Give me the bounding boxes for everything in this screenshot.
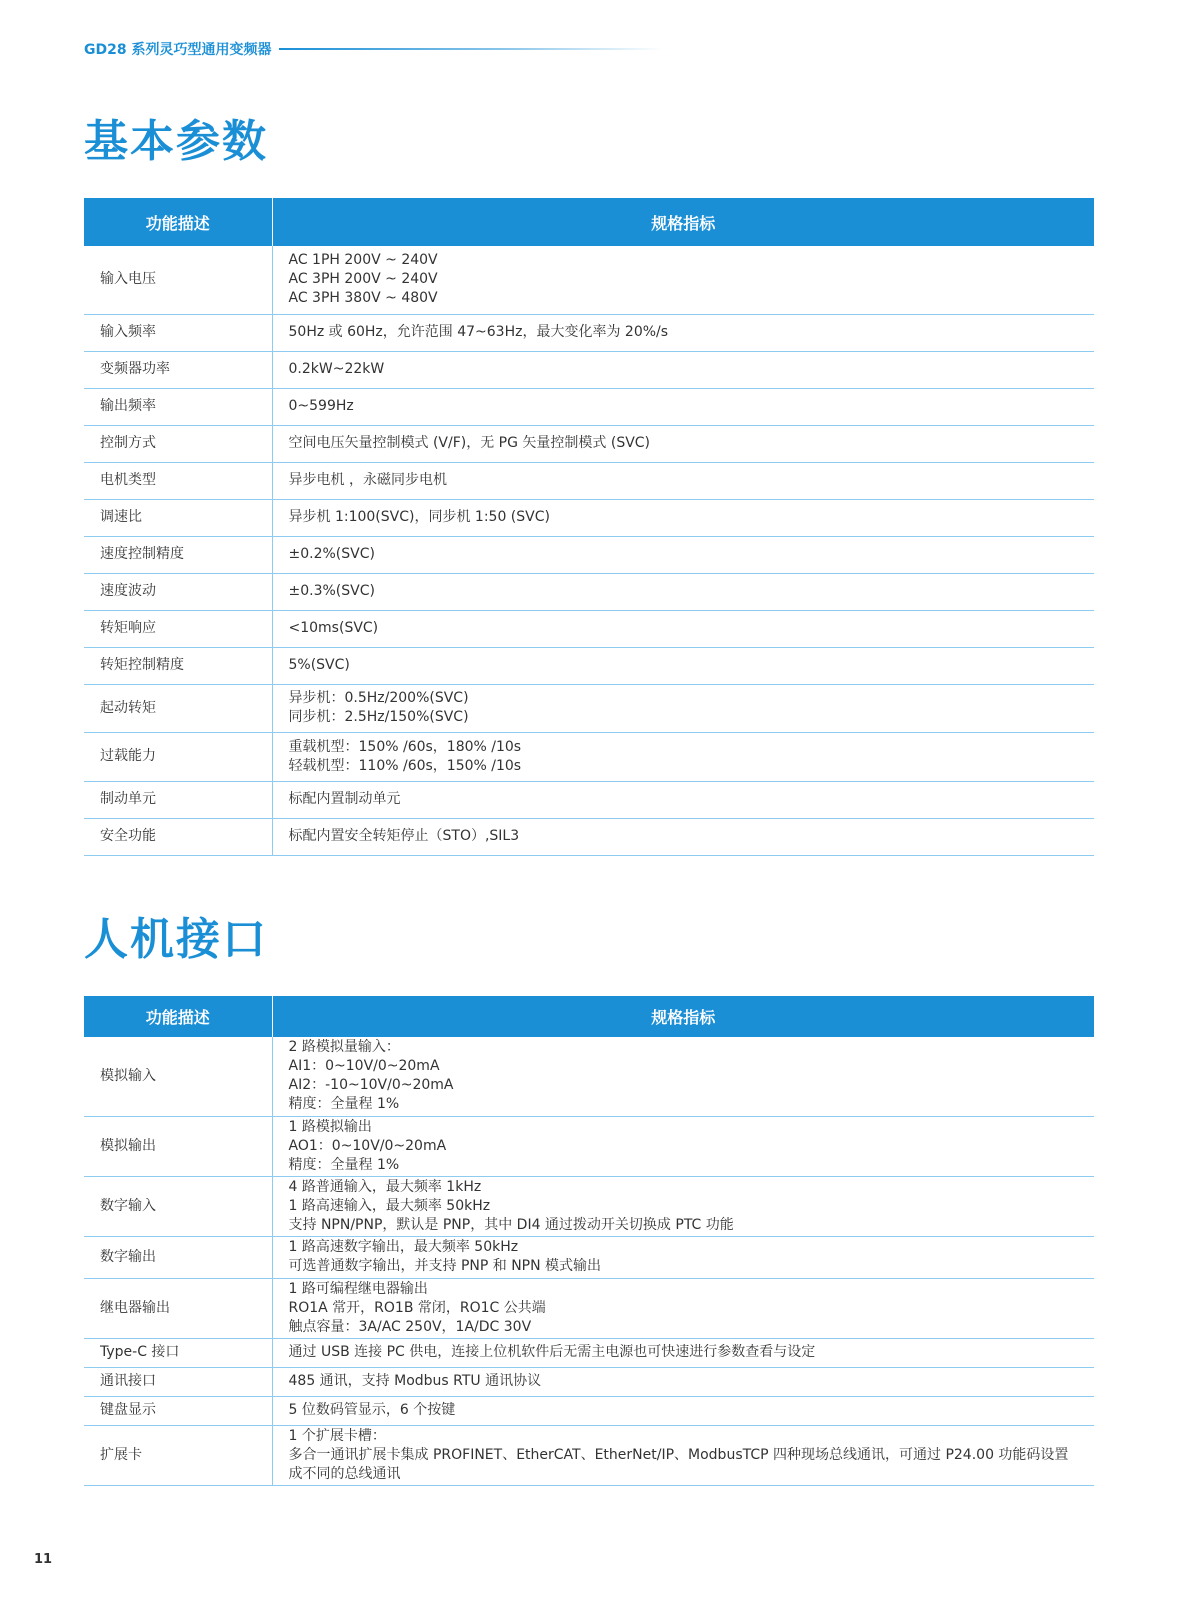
spec-line: 异步电机 ，永磁同步电机 xyxy=(288,472,447,488)
spec-line: 轻载机型：110% /60s，150% /10s xyxy=(288,757,522,774)
row-spec-value xyxy=(272,818,1094,855)
table-row xyxy=(84,1396,1094,1425)
table-row xyxy=(84,684,1094,732)
row-spec-value xyxy=(272,1278,1094,1338)
table-row xyxy=(84,499,1094,536)
spec-line: 1 路高速数字输出，最大频率 50kHz xyxy=(288,1239,519,1255)
spec-line: 可选普通数字输出，并支持 PNP 和 NPN 模式输出 xyxy=(288,1258,602,1274)
row-spec-value xyxy=(272,610,1094,647)
row-function-name: 变频器功率 xyxy=(84,351,272,388)
spec-line: 异步机 1:100(SVC)，同步机 1:50 (SVC) xyxy=(288,509,550,525)
row-spec-value xyxy=(272,1176,1094,1236)
spec-line: 异步机：0.5Hz/200%(SVC) xyxy=(288,690,469,706)
column-header-function: 功能描述 xyxy=(84,996,272,1037)
table-row xyxy=(84,1176,1094,1236)
row-spec-value xyxy=(272,1425,1094,1485)
table-row xyxy=(84,1338,1094,1367)
spec-line: AO1：0~10V/0~20mA xyxy=(288,1137,447,1154)
spec-line: 0~599Hz xyxy=(288,398,354,414)
column-header-function: 功能描述 xyxy=(84,198,272,246)
spec-line: <10ms(SVC) xyxy=(288,620,379,636)
spec-line: 1 个扩展卡槽： xyxy=(288,1427,386,1444)
spec-line: ±0.3%(SVC) xyxy=(288,583,375,599)
table-row xyxy=(84,1116,1094,1176)
row-function-name: Type-C 接口 xyxy=(84,1338,272,1367)
row-function-name: 速度波动 xyxy=(84,573,272,610)
table-row xyxy=(84,351,1094,388)
column-header-spec: 规格指标 xyxy=(272,996,1094,1037)
spec-line: AI2：-10~10V/0~20mA xyxy=(288,1077,454,1094)
spec-line: 精度：全量程 1% xyxy=(288,1156,400,1173)
row-spec-value xyxy=(272,536,1094,573)
table-header-row xyxy=(84,198,1094,246)
spec-line: 重载机型：150% /60s，180% /10s xyxy=(288,738,522,755)
spec-line: 5%(SVC) xyxy=(288,657,350,673)
header-rule xyxy=(279,48,664,50)
row-spec-value xyxy=(272,1338,1094,1367)
spec-line: AC 1PH 200V ~ 240V xyxy=(288,252,438,269)
row-spec-value xyxy=(272,1236,1094,1278)
spec-line: 精度：全量程 1% xyxy=(288,1096,400,1113)
spec-line: 1 路模拟输出 xyxy=(288,1118,372,1135)
page-number: 11 xyxy=(34,1552,53,1567)
row-function-name: 输入频率 xyxy=(84,314,272,351)
table-row xyxy=(84,1278,1094,1338)
spec-line: 485 通讯，支持 Modbus RTU 通讯协议 xyxy=(288,1373,542,1389)
spec-line: ±0.2%(SVC) xyxy=(288,546,375,562)
spec-line: RO1A 常开，RO1B 常闭，RO1C 公共端 xyxy=(288,1299,546,1316)
spec-line: 0.2kW~22kW xyxy=(288,361,385,377)
table-row xyxy=(84,818,1094,855)
row-spec-value xyxy=(272,314,1094,351)
row-function-name: 速度控制精度 xyxy=(84,536,272,573)
spec-line: 多合一通讯扩展卡集成 PROFINET、EtherCAT、EtherNet/IP、ModbusTCP 四种现场总线通讯，可通过 P24.00 功能码设置成不同的总线通讯 xyxy=(288,1446,1069,1482)
row-spec-value xyxy=(272,1396,1094,1425)
row-spec-value xyxy=(272,781,1094,818)
table-row xyxy=(84,314,1094,351)
table-row xyxy=(84,1367,1094,1396)
spec-line: 1 路高速输入，最大频率 50kHz xyxy=(288,1197,491,1214)
basic-params-table-body xyxy=(84,246,1094,855)
running-header-title: GD28 系列灵巧型通用变频器 xyxy=(84,42,272,58)
spec-line: 触点容量：3A/AC 250V，1A/DC 30V xyxy=(288,1318,532,1335)
table-row xyxy=(84,732,1094,781)
column-header-spec: 规格指标 xyxy=(272,198,1094,246)
section-title-hmi: 人机接口 xyxy=(84,914,268,965)
spec-line: 50Hz 或 60Hz，允许范围 47~63Hz，最大变化率为 20%/s xyxy=(288,324,669,340)
table-row xyxy=(84,1425,1094,1485)
section-title-basic-params: 基本参数 xyxy=(84,116,268,167)
hmi-table-body xyxy=(84,1037,1094,1485)
row-spec-value xyxy=(272,647,1094,684)
row-function-name: 数字输出 xyxy=(84,1236,272,1278)
spec-line: 标配内置制动单元 xyxy=(288,791,401,807)
table-row xyxy=(84,610,1094,647)
row-function-name: 模拟输出 xyxy=(84,1116,272,1176)
row-function-name: 继电器输出 xyxy=(84,1278,272,1338)
table-row xyxy=(84,647,1094,684)
running-header xyxy=(84,38,664,60)
table-row xyxy=(84,573,1094,610)
row-spec-value xyxy=(272,351,1094,388)
row-function-name: 输入电压 xyxy=(84,246,272,314)
table-header-row xyxy=(84,996,1094,1037)
spec-line: AC 3PH 380V ~ 480V xyxy=(288,290,438,307)
table-row xyxy=(84,1037,1094,1116)
row-spec-value xyxy=(272,1037,1094,1116)
row-spec-value xyxy=(272,1367,1094,1396)
spec-line: 同步机：2.5Hz/150%(SVC) xyxy=(288,709,469,725)
table-row xyxy=(84,246,1094,314)
row-function-name: 输出频率 xyxy=(84,388,272,425)
row-spec-value xyxy=(272,684,1094,732)
spec-line: 空间电压矢量控制模式 (V/F)，无 PG 矢量控制模式 (SVC) xyxy=(288,435,651,451)
row-spec-value xyxy=(272,1116,1094,1176)
row-spec-value xyxy=(272,573,1094,610)
row-function-name: 键盘显示 xyxy=(84,1396,272,1425)
row-spec-value xyxy=(272,732,1094,781)
row-function-name: 模拟输入 xyxy=(84,1037,272,1116)
row-function-name: 起动转矩 xyxy=(84,684,272,732)
row-function-name: 通讯接口 xyxy=(84,1367,272,1396)
basic-params-table xyxy=(84,198,1094,856)
row-function-name: 制动单元 xyxy=(84,781,272,818)
row-function-name: 扩展卡 xyxy=(84,1425,272,1485)
row-spec-value xyxy=(272,499,1094,536)
spec-line: 4 路普通输入，最大频率 1kHz xyxy=(288,1178,482,1195)
row-function-name: 安全功能 xyxy=(84,818,272,855)
row-function-name: 转矩控制精度 xyxy=(84,647,272,684)
row-function-name: 转矩响应 xyxy=(84,610,272,647)
row-function-name: 数字输入 xyxy=(84,1176,272,1236)
table-row xyxy=(84,425,1094,462)
spec-line: 标配内置安全转矩停止（STO）,SIL3 xyxy=(288,828,520,844)
table-row xyxy=(84,462,1094,499)
row-function-name: 电机类型 xyxy=(84,462,272,499)
spec-line: AC 3PH 200V ~ 240V xyxy=(288,271,438,288)
spec-line: AI1：0~10V/0~20mA xyxy=(288,1058,440,1075)
table-row xyxy=(84,536,1094,573)
row-function-name: 过载能力 xyxy=(84,732,272,781)
hmi-table xyxy=(84,996,1094,1486)
spec-line: 2 路模拟量输入： xyxy=(288,1039,400,1056)
row-function-name: 控制方式 xyxy=(84,425,272,462)
row-spec-value xyxy=(272,246,1094,314)
table-row xyxy=(84,1236,1094,1278)
table-row xyxy=(84,388,1094,425)
row-spec-value xyxy=(272,425,1094,462)
row-function-name: 调速比 xyxy=(84,499,272,536)
spec-line: 通过 USB 连接 PC 供电，连接上位机软件后无需主电源也可快速进行参数查看与设定 xyxy=(288,1344,816,1360)
spec-line: 1 路可编程继电器输出 xyxy=(288,1280,428,1297)
row-spec-value xyxy=(272,388,1094,425)
table-row xyxy=(84,781,1094,818)
row-spec-value xyxy=(272,462,1094,499)
spec-line: 支持 NPN/PNP，默认是 PNP，其中 DI4 通过拨动开关切换成 PTC 功能 xyxy=(288,1216,734,1233)
spec-line: 5 位数码管显示，6 个按键 xyxy=(288,1402,456,1418)
